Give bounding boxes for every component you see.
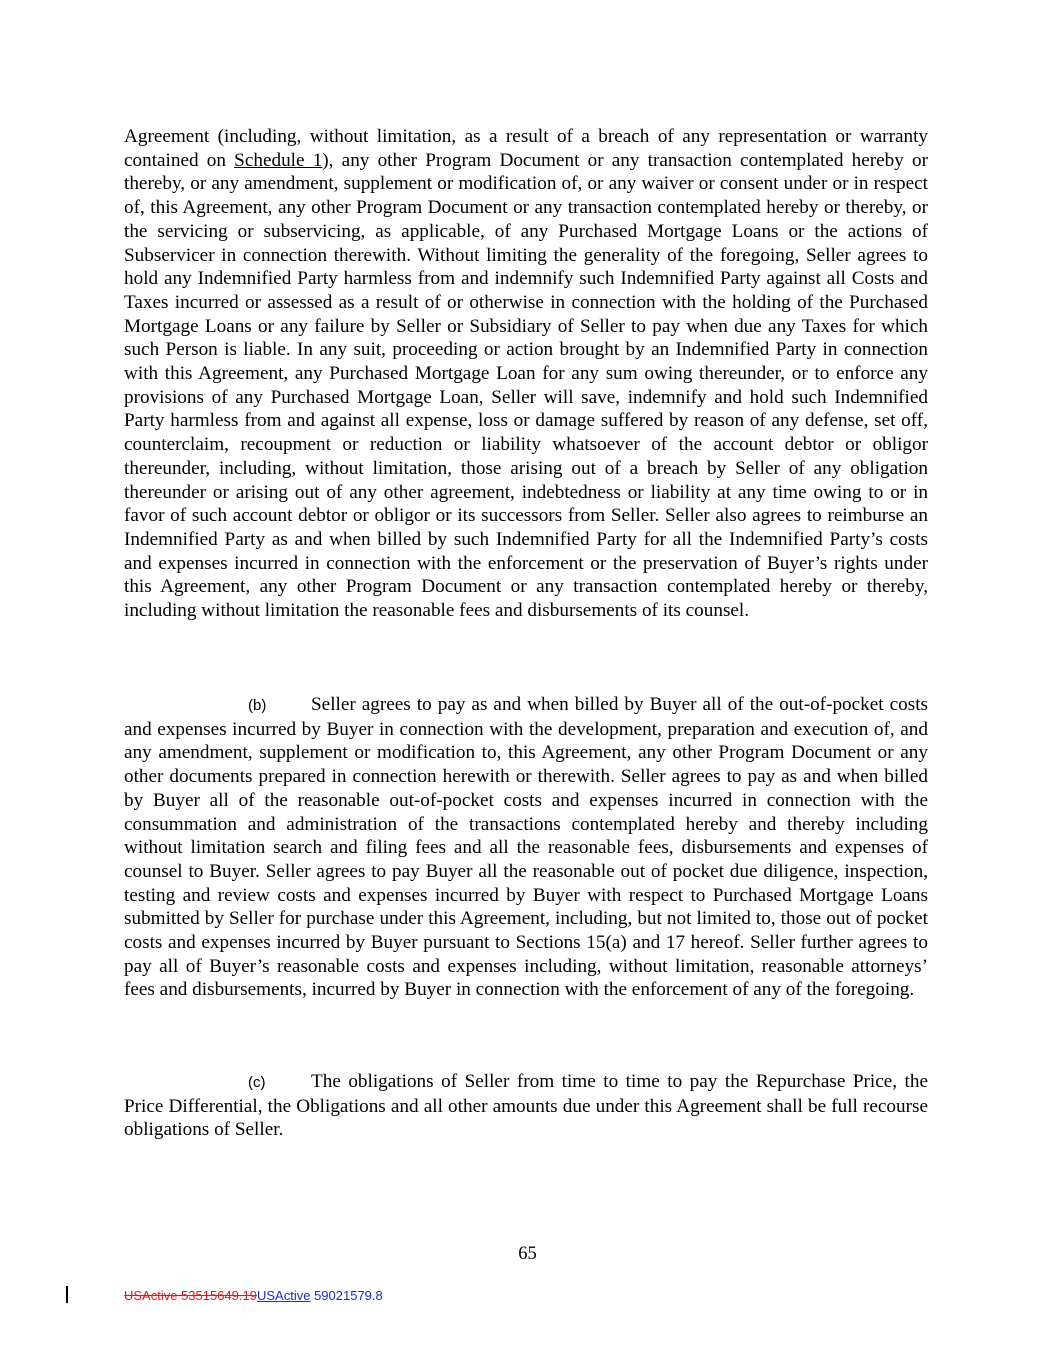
paragraph-a-text-end: ), any other Program Document or any transaction contemplated hereby or thereby, or any amendment, supplement or modification of, or any waiver or consent under or in respect of, this Agreement, any other Program Document or any transaction contemplated hereby or thereby, or the servicing or subservicing, as applicable, of any Purchased Mortgage Loans or the actions of Subservicer in connection therewith. Without limiting the generality of the foregoing, Seller agrees to hold any Indemnified Party harmless from and indemnify such Indemnified Party against all Costs and Taxes incurred or assessed as a result of or otherwise in connection with the holding of the Purchased Mortgage Loans or any failure by Seller or Subsidiary of Seller to pay when due any Taxes for which such Person is liable. In any suit, proceeding or action brought by an Indemnified Party in connection with this Agreement, any Purchased Mortgage Loan for any sum owing thereunder, or to enforce any provisions of any Purchased Mortgage Loan, Seller will save, indemnify and hold such Indemnified Party harmless from and against all expense, loss or damage suffered by reason of any defense, set off, counterclaim, recoupment or reduction or liability whatsoever of the account debtor or obligor thereunder, including, without limitation, those arising out of a breach by Seller of any obligation thereunder or arising out of any other agreement, indebtedness or liability at any time owing to or in favor of such account debtor or obligor or its successors from Seller. Seller also agrees to reimburse an Indemnified Party as and when billed by such Indemnified Party for all the Indemnified Party’s costs and expenses incurred in connection with the enforcement or the preservation of Buyer’s rights under this Agreement, any other Program Document or any transaction contemplated hereby or thereby, including without limitation the reasonable fees and disbursements of its counsel.: [124, 149, 928, 622]
paragraph-b-text: Seller agrees to pay as and when billed by Buyer all of the out-of-pocket costs and expenses incurred by Buyer in connection with the development, preparation and execution of, and any amendment, supplement or modification to, this Agreement, any other Program Document or any other documents prepared in connection herewith or therewith. Seller agrees to pay as and when billed by Buyer all of the reasonable out-of-pocket costs and expenses incurred in connection with the consummation and administration of the transactions contemplated hereby and thereby including without limitation search and filing fees and all the reasonable fees, disbursements and expenses of counsel to Buyer. Seller agrees to pay Buyer all the reasonable out of pocket due diligence, inspection, testing and review costs and expenses incurred by Buyer with respect to Purchased Mortgage Loans submitted by Seller for purchase under this Agreement, including, but not limited to, those out of pocket costs and expenses incurred by Buyer pursuant to Sections 15(a) and 17 hereof. Seller further agrees to pay all of Buyer’s reasonable costs and expenses including, without limitation, reasonable attorneys’ fees and disbursements, incurred by Buyer in connection with the enforcement of any of the foregoing.: [124, 694, 928, 1001]
document-id-number: 59021579.8: [310, 1288, 383, 1303]
inserted-document-id: USActive: [256, 1288, 311, 1303]
paragraph-c-label: (c): [248, 1074, 266, 1091]
paragraph-b: [124, 693, 928, 1002]
page-number: 65: [518, 1244, 537, 1264]
paragraph-c: [124, 1070, 928, 1142]
paragraph-indemnification-continued: [124, 125, 928, 623]
deleted-document-id: USActive 53515649.19: [124, 1288, 257, 1303]
schedule-1-reference: Schedule 1: [234, 149, 323, 171]
change-bar: [66, 1286, 68, 1303]
paragraph-b-label: (b): [248, 697, 267, 714]
document-id-footer: [124, 1288, 383, 1303]
paragraph-c-text: The obligations of Seller from time to time to pay the Repurchase Price, the Price Differential, the Obligations and all other amounts due under this Agreement shall be full recourse obligations of Seller.: [124, 1071, 928, 1141]
paragraph-a-text-start: Agreement (including, without limitation, as a result of a breach of any representation or warranty contained on: [124, 126, 928, 171]
